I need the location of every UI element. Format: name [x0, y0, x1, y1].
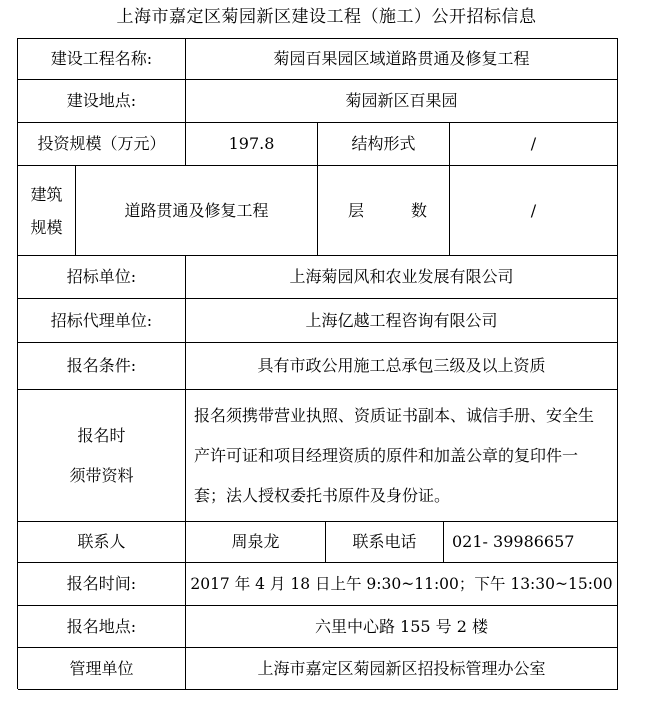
- manager-value: 上海市嘉定区菊园新区招投标管理办公室: [186, 648, 618, 690]
- requirements-value: 具有市政公用施工总承包三级及以上资质: [186, 343, 618, 390]
- documents-value: 报名须携带营业执照、资质证书副本、诚信手册、安全生产许可证和项目经理资质的原件和加盖公章的复印件一套；法人授权委托书原件及身份证。: [186, 390, 618, 522]
- floors-label: [318, 166, 450, 256]
- structure-value: /: [450, 123, 618, 166]
- scale-label-line1: 建筑: [30, 184, 63, 204]
- tenderer-label: 招标单位:: [18, 256, 186, 299]
- scale-label: [18, 166, 76, 256]
- phone-value: 021- 39986657: [444, 522, 618, 563]
- reg-place-value: 六里中心路 155 号 2 楼: [186, 606, 618, 648]
- project-name-label: 建设工程名称:: [18, 39, 186, 80]
- documents-label: [18, 390, 186, 522]
- requirements-label: 报名条件:: [18, 343, 186, 390]
- manager-label: 管理单位: [18, 648, 186, 690]
- floors-label-part2: 数: [410, 200, 427, 220]
- reg-place-label: 报名地点:: [18, 606, 186, 648]
- documents-label-line2: 须带资料: [69, 465, 134, 485]
- contact-value: 周泉龙: [186, 522, 326, 563]
- structure-label: 结构形式: [318, 123, 450, 166]
- reg-time-label: 报名时间:: [18, 563, 186, 606]
- floors-label-part1: 层: [348, 200, 365, 220]
- page-title: 上海市嘉定区菊园新区建设工程（施工）公开招标信息: [116, 7, 537, 27]
- project-name-value: 菊园百果园区域道路贯通及修复工程: [186, 39, 618, 80]
- agent-label: 招标代理单位:: [18, 299, 186, 343]
- investment-label: 投资规模（万元）: [18, 123, 186, 166]
- tender-info-table: [17, 38, 618, 689]
- location-label: 建设地点:: [18, 80, 186, 123]
- phone-label: 联系电话: [326, 522, 444, 563]
- documents-label-line1: 报名时: [77, 425, 126, 445]
- location-value: 菊园新区百果园: [186, 80, 618, 123]
- floors-value: /: [450, 166, 618, 256]
- investment-value: 197.8: [186, 123, 318, 166]
- contact-label: 联系人: [18, 522, 186, 563]
- agent-value: 上海亿越工程咨询有限公司: [186, 299, 618, 343]
- scale-value: 道路贯通及修复工程: [76, 166, 318, 256]
- scale-label-line2: 规模: [30, 217, 63, 237]
- reg-time-value: 2017 年 4 月 18 日上午 9:30~11:00；下午 13:30~15:00: [186, 563, 618, 606]
- tenderer-value: 上海菊园风和农业发展有限公司: [186, 256, 618, 299]
